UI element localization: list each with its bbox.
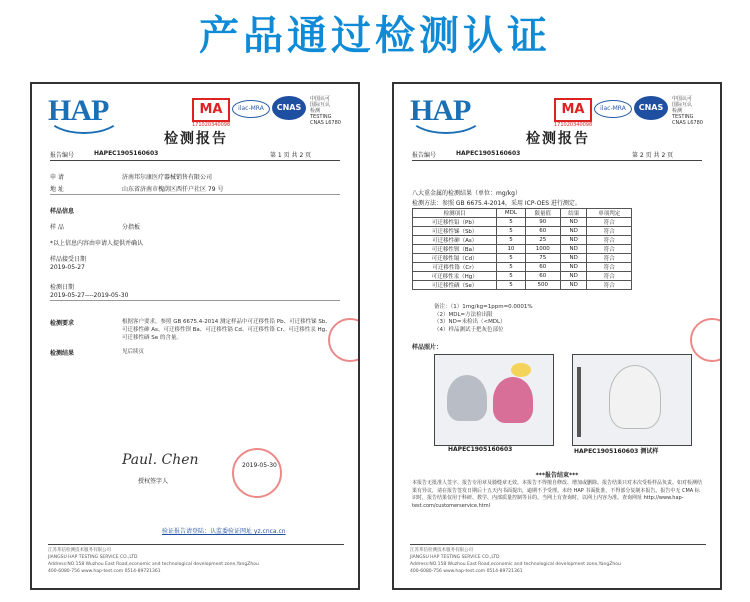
cma-number: 171020340098	[192, 122, 231, 128]
footer-line: JIANGSU HAP TESTING SERVICE CO.,LTD	[410, 555, 500, 560]
report-meta	[50, 148, 340, 161]
table-cell: 符合	[587, 254, 632, 263]
table-cell: 60	[525, 227, 560, 236]
signature: Paul. Chen	[122, 452, 199, 468]
table-cell: 可迁移性砷（As）	[413, 236, 497, 245]
note-line: 备注：（1）1mg/kg=1ppm=0.0001%	[434, 304, 533, 310]
glove-left-image	[447, 375, 487, 421]
report-footer	[48, 544, 344, 575]
table-cell: 符合	[587, 272, 632, 281]
sample-info-label: 样品信息	[50, 208, 75, 215]
report-title: 检测报告	[164, 131, 228, 147]
report-no-label: 报告编号	[50, 152, 75, 159]
requirement-text: 根据客户要求，参照 GB 6675.4-2014 测定样品中可迁移性铅 Pb、可迁移性锑 Sb、可迁移性砷 As、可迁移性钡 Ba、可迁移性镉 Cd、可迁移性铬 Cr、可迁移性汞 Hg、可迁移性硒 Se 的含量。	[122, 319, 331, 341]
results-table	[412, 208, 632, 290]
table-cell: 75	[525, 254, 560, 263]
footer-line: 江苏邦信检测技术服务有限公司	[48, 548, 111, 553]
table-cell: 5	[497, 281, 525, 290]
note-line: （2）MDL=方法检出限	[434, 311, 493, 318]
sign-date: 2019-05-30	[242, 462, 277, 469]
table-cell: 符合	[587, 227, 632, 236]
sample-photo-1	[434, 354, 554, 446]
table-cell: 5	[497, 263, 525, 272]
ruler-image	[577, 367, 581, 437]
header-logos	[404, 92, 712, 128]
table-cell: ND	[560, 245, 586, 254]
cnas-side-text	[310, 96, 341, 126]
report-page-2	[392, 82, 722, 590]
table-cell: ND	[560, 236, 586, 245]
table-header: MDL	[497, 209, 525, 218]
cnas-side-line: 国际互认	[672, 102, 693, 108]
table-cell: 符合	[587, 263, 632, 272]
footer-line: Address:NO.158 Wuzhou East Road,economic and technological development zone,YangZhou	[410, 562, 621, 567]
table-header: 限量值	[525, 209, 560, 218]
table-cell: 500	[525, 281, 560, 290]
finger-board-image	[609, 365, 661, 429]
table-cell: 5	[497, 236, 525, 245]
sample-name: 分指板	[122, 224, 141, 231]
seam-stamp	[690, 318, 722, 362]
address-label: 地 址	[50, 186, 64, 193]
cma-logo: MA	[554, 98, 592, 122]
official-stamp	[232, 448, 282, 498]
sample-note: *以上信息内容由申请人提供并确认	[50, 240, 144, 247]
report-no: HAPEC1905160603	[456, 150, 521, 157]
table-cell: 可迁移性镉（Cd）	[413, 254, 497, 263]
result-text: 见后续页	[122, 349, 145, 355]
photo-label: 样品照片：	[412, 344, 443, 351]
report-footer	[410, 544, 706, 575]
report-page-2-content	[404, 92, 712, 582]
footer-line: 400-6080-756 www.hap-test.com 0514-89721361	[48, 569, 161, 574]
table-cell: 5	[497, 218, 525, 227]
hap-logo: HAP	[410, 94, 471, 127]
notes	[434, 304, 533, 334]
cnas-logo: CNAS	[272, 96, 306, 120]
client-name: 济南邦尔康医疗器械销售有限公司	[122, 174, 213, 181]
cnas-logo: CNAS	[634, 96, 668, 120]
address-row	[50, 184, 340, 195]
cnas-side-line: 国际互认	[310, 102, 331, 108]
page-info: 第 2 页 共 2 页	[632, 152, 674, 159]
cnas-side-line: CNAS L6780	[310, 120, 341, 126]
toy-image	[511, 363, 531, 377]
table-cell: 可迁移性铬（Cr）	[413, 263, 497, 272]
table-cell: 25	[525, 236, 560, 245]
receive-date-label: 样品接受日期	[50, 256, 87, 263]
footer-line: JIANGSU HAP TESTING SERVICE CO.,LTD	[48, 555, 138, 560]
banner-title: 产品通过检测认证	[199, 13, 551, 59]
table-cell: ND	[560, 281, 586, 290]
cnas-side-line: 检测	[672, 108, 683, 114]
receive-date: 2019-05-27	[50, 264, 85, 271]
test-period-row	[50, 282, 340, 301]
address: 山东省济南市槐荫区西仟户社区 79 号	[122, 186, 224, 193]
cnas-side-line: 中国认可	[672, 96, 693, 102]
table-cell: ND	[560, 218, 586, 227]
table-row	[413, 218, 632, 227]
cnas-side-line: TESTING	[310, 114, 332, 120]
table-cell: 符合	[587, 245, 632, 254]
note-line: （3）ND=未检出（<MDL）	[434, 319, 506, 325]
table-cell: ND	[560, 227, 586, 236]
table-row	[413, 227, 632, 236]
table-cell: 60	[525, 272, 560, 281]
report-meta	[412, 148, 702, 161]
photo2-caption: HAPEC1905160603 测试样	[574, 448, 659, 455]
table-cell: 1000	[525, 245, 560, 254]
table-cell: 符合	[587, 281, 632, 290]
header-logos	[42, 92, 350, 128]
report-page-1	[30, 82, 360, 590]
footer-line: Address:NO.158 Wuzhou East Road,economic and technological development zone,YangZhou	[48, 562, 259, 567]
seam-stamp	[328, 318, 360, 362]
photo1-caption: HAPEC1905160603	[448, 446, 513, 453]
table-row	[413, 281, 632, 290]
table-cell: 可迁移性铅（Pb）	[413, 218, 497, 227]
table-row	[413, 254, 632, 263]
test-period: 2019-05-27----2019-05-30	[50, 292, 129, 299]
glove-right-image	[493, 377, 533, 423]
page-info: 第 1 页 共 2 页	[270, 152, 312, 159]
table-header-row	[413, 209, 632, 218]
ilac-mra-logo: ilac-MRA	[232, 100, 270, 118]
sample-name-label: 样 品	[50, 224, 64, 231]
cma-number: 171020340098	[554, 122, 593, 128]
report-page-1-content	[42, 92, 350, 582]
table-cell: 5	[497, 254, 525, 263]
note-line: （4）样品测试于把灰色部位	[434, 326, 504, 333]
cnas-side-line: TESTING	[672, 114, 694, 120]
table-row	[413, 263, 632, 272]
end-of-report: ***报告结束***	[535, 472, 579, 479]
hap-logo: HAP	[48, 94, 109, 127]
result-label: 检测结果	[50, 350, 75, 357]
cnas-side-text	[672, 96, 703, 126]
declaration-text: 本报告无批准人签字、报告专用章及骑缝章无效。本报告不得擅自修改、增加或删除。报告结果只对本次受检样品负责。如对检测结果有异议，请在报告签发日期后十五天内书面提出，逾期不予受理。未经 HAP 书面批准，不得部分复制本报告。报告中无 CMA 标识时，报告结果仅用于科研、教学、内部质量控制等目的。当网上有查询时，以网上内容为准。查询网址 http://www.hap-test.com/customerservice.html	[412, 480, 703, 509]
sample-photo-2	[572, 354, 692, 446]
table-cell: 可迁移性锑（Sb）	[413, 227, 497, 236]
table-cell: 5	[497, 272, 525, 281]
cma-logo: MA	[192, 98, 230, 122]
table-header: 结果	[560, 209, 586, 218]
table-cell: ND	[560, 272, 586, 281]
banner	[0, 0, 750, 62]
table-cell: 可迁移性硒（Se）	[413, 281, 497, 290]
footer-line: 400-6080-756 www.hap-test.com 0514-89721361	[410, 569, 523, 574]
table-cell: ND	[560, 263, 586, 272]
table-cell: 符合	[587, 236, 632, 245]
table-cell: 10	[497, 245, 525, 254]
signer-role: 授权签字人	[138, 478, 169, 485]
report-no-label: 报告编号	[412, 152, 437, 159]
report-title: 检测报告	[526, 131, 590, 147]
footer-line: 江苏邦信检测技术服务有限公司	[410, 548, 473, 553]
cnas-side-line: 中国认可	[310, 96, 331, 102]
table-cell: 可迁移性钡（Ba）	[413, 245, 497, 254]
ilac-mra-logo: ilac-MRA	[594, 100, 632, 118]
table-header: 单项判定	[587, 209, 632, 218]
table-cell: 60	[525, 263, 560, 272]
cnas-side-line: CNAS L6780	[672, 120, 703, 126]
table-cell: 可迁移性汞（Hg）	[413, 272, 497, 281]
table-cell: 符合	[587, 218, 632, 227]
section-title-text: 八大重金属的检测结果（单位：mg/kg）	[412, 190, 521, 197]
table-cell: 5	[497, 227, 525, 236]
cnas-side-line: 检测	[310, 108, 321, 114]
client-label: 申 请	[50, 174, 64, 181]
table-row	[413, 272, 632, 281]
table-row	[413, 236, 632, 245]
table-row	[413, 245, 632, 254]
verify-link[interactable]: 验证报告请登陆：认监委验证网址 yz.cnca.cn	[162, 528, 286, 535]
requirement-label: 检测要求	[50, 320, 75, 327]
method-text: 检测方法：参照 GB 6675.4-2014，采用 ICP-OES 进行测定。	[412, 200, 581, 207]
table-cell: ND	[560, 254, 586, 263]
test-period-label: 检测日期	[50, 284, 75, 291]
table-cell: 90	[525, 218, 560, 227]
table-header: 检测项目	[413, 209, 497, 218]
report-no: HAPEC1905160603	[94, 150, 159, 157]
